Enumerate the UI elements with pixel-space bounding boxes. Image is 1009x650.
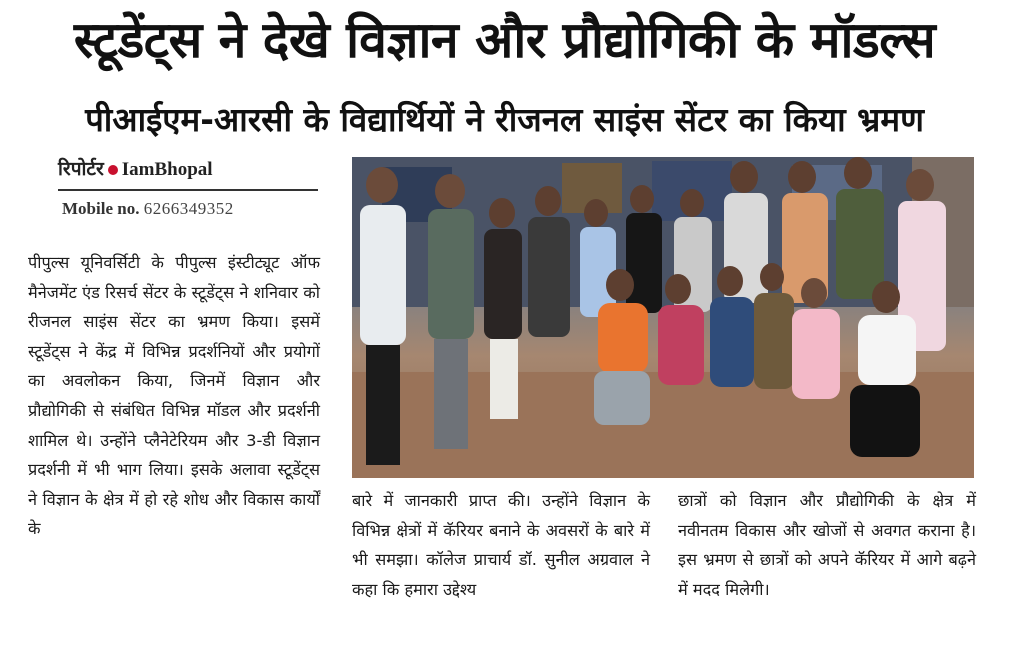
group-photo-illustration [352,157,974,478]
article-column-2: बारे में जानकारी प्राप्त की। उन्होंने विज्ञान के विभिन्न क्षेत्रों में कॅरियर बनाने के अवसरों के बारे में भी समझा। कॉलेज प्राचार्य डॉ. सुनील अग्रवाल ने कहा कि हमारा उद्देश्य [352,491,650,599]
mobile-line [62,196,318,222]
headline: स्टूडेंट्स ने देखे विज्ञान और प्रौद्योगिकी के मॉडल्स [73,11,936,69]
subheadline: पीआईएम-आरसी के विद्यार्थियों ने रीजनल साइंस सेंटर का किया भ्रमण [85,100,924,139]
bullet-dot-icon [108,165,118,175]
byline-name: IamBhopal [121,159,213,180]
article-column-3: छात्रों को विज्ञान और प्रौद्योगिकी के क्षेत्र में नवीनतम विकास और खोजों से अवगत कराना है। इस भ्रमण से छात्रों को अपने कॅरियर में आगे बढ़ने में मदद मिलेगी। [678,491,976,599]
article-column-1: पीपुल्स यूनिवर्सिटी के पीपुल्स इंस्टीट्यूट ऑफ मैनेजमेंट एंड रिसर्च सेंटर के स्टूडेंट्स ने शनिवार को रीजनल साइंस सेंटर का भ्रमण किया। इसमें स्टूडेंट्स ने केंद्र में विभिन्न प्रदर्शनियों और प्रयोगों का अवलोकन किया, जिनमें विज्ञान और प्रौद्योगिकी से संबंधित विभिन्न मॉडल और प्रदर्शनी शामिल थे। उन्होंने प्लैनेटेरियम और 3-डी विज्ञान प्रदर्शनी में भी भाग लिया। इसके अलावा स्टूडेंट्स ने विज्ञान के क्षेत्र में हो रहे शोध और विकास कार्यों के [28,253,320,539]
mobile-label: Mobile no. [62,199,140,218]
byline-label: रिपोर्टर [58,159,104,180]
group-photo-icon [352,157,974,478]
byline-divider [58,189,318,191]
mobile-number: 6266349352 [143,199,234,218]
byline [58,158,318,182]
